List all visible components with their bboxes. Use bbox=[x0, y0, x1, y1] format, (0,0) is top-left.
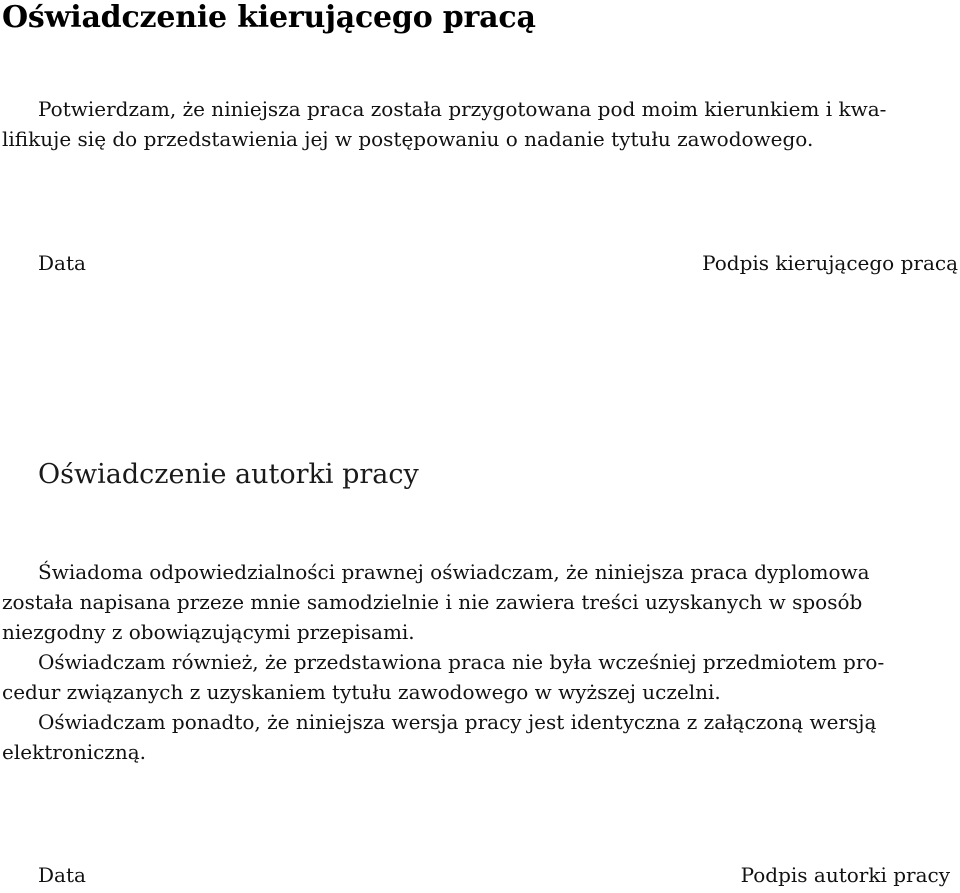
author-statement-line-4: Oświadczam również, że przedstawiona praca nie była wcześniej przedmiotem pro- bbox=[38, 650, 885, 674]
author-statement-line-1: Świadoma odpowiedzialności prawnej oświadczam, że niniejsza praca dyplomowa bbox=[38, 560, 870, 584]
author-statement-line-7: elektroniczną. bbox=[2, 740, 147, 764]
supervisor-date-label: Data bbox=[38, 251, 86, 275]
author-statement-line-2: została napisana przeze mnie samodzielnie i nie zawiera treści uzyskanych w sposób bbox=[2, 590, 863, 614]
author-statement-line-3: niezgodny z obowiązującymi przepisami. bbox=[2, 620, 415, 644]
supervisor-statement-line-2: lifikuje się do przedstawienia jej w postępowaniu o nadanie tytułu zawodowego. bbox=[2, 127, 814, 151]
author-statement-line-6: Oświadczam ponadto, że niniejsza wersja pracy jest identyczna z załączoną wersją bbox=[38, 710, 877, 734]
supervisor-statement-heading: Oświadczenie kierującego pracą bbox=[2, 0, 536, 35]
supervisor-signature-label: Podpis kierującego pracą bbox=[702, 251, 958, 275]
supervisor-statement-line-1: Potwierdzam, że niniejsza praca została przygotowana pod moim kierunkiem i kwa- bbox=[38, 97, 887, 121]
author-date-label: Data bbox=[38, 863, 86, 887]
author-statement-line-5: cedur związanych z uzyskaniem tytułu zawodowego w wyższej uczelni. bbox=[2, 680, 721, 704]
author-signature-label: Podpis autorki pracy bbox=[740, 863, 950, 887]
author-statement-heading: Oświadczenie autorki pracy bbox=[38, 459, 419, 490]
